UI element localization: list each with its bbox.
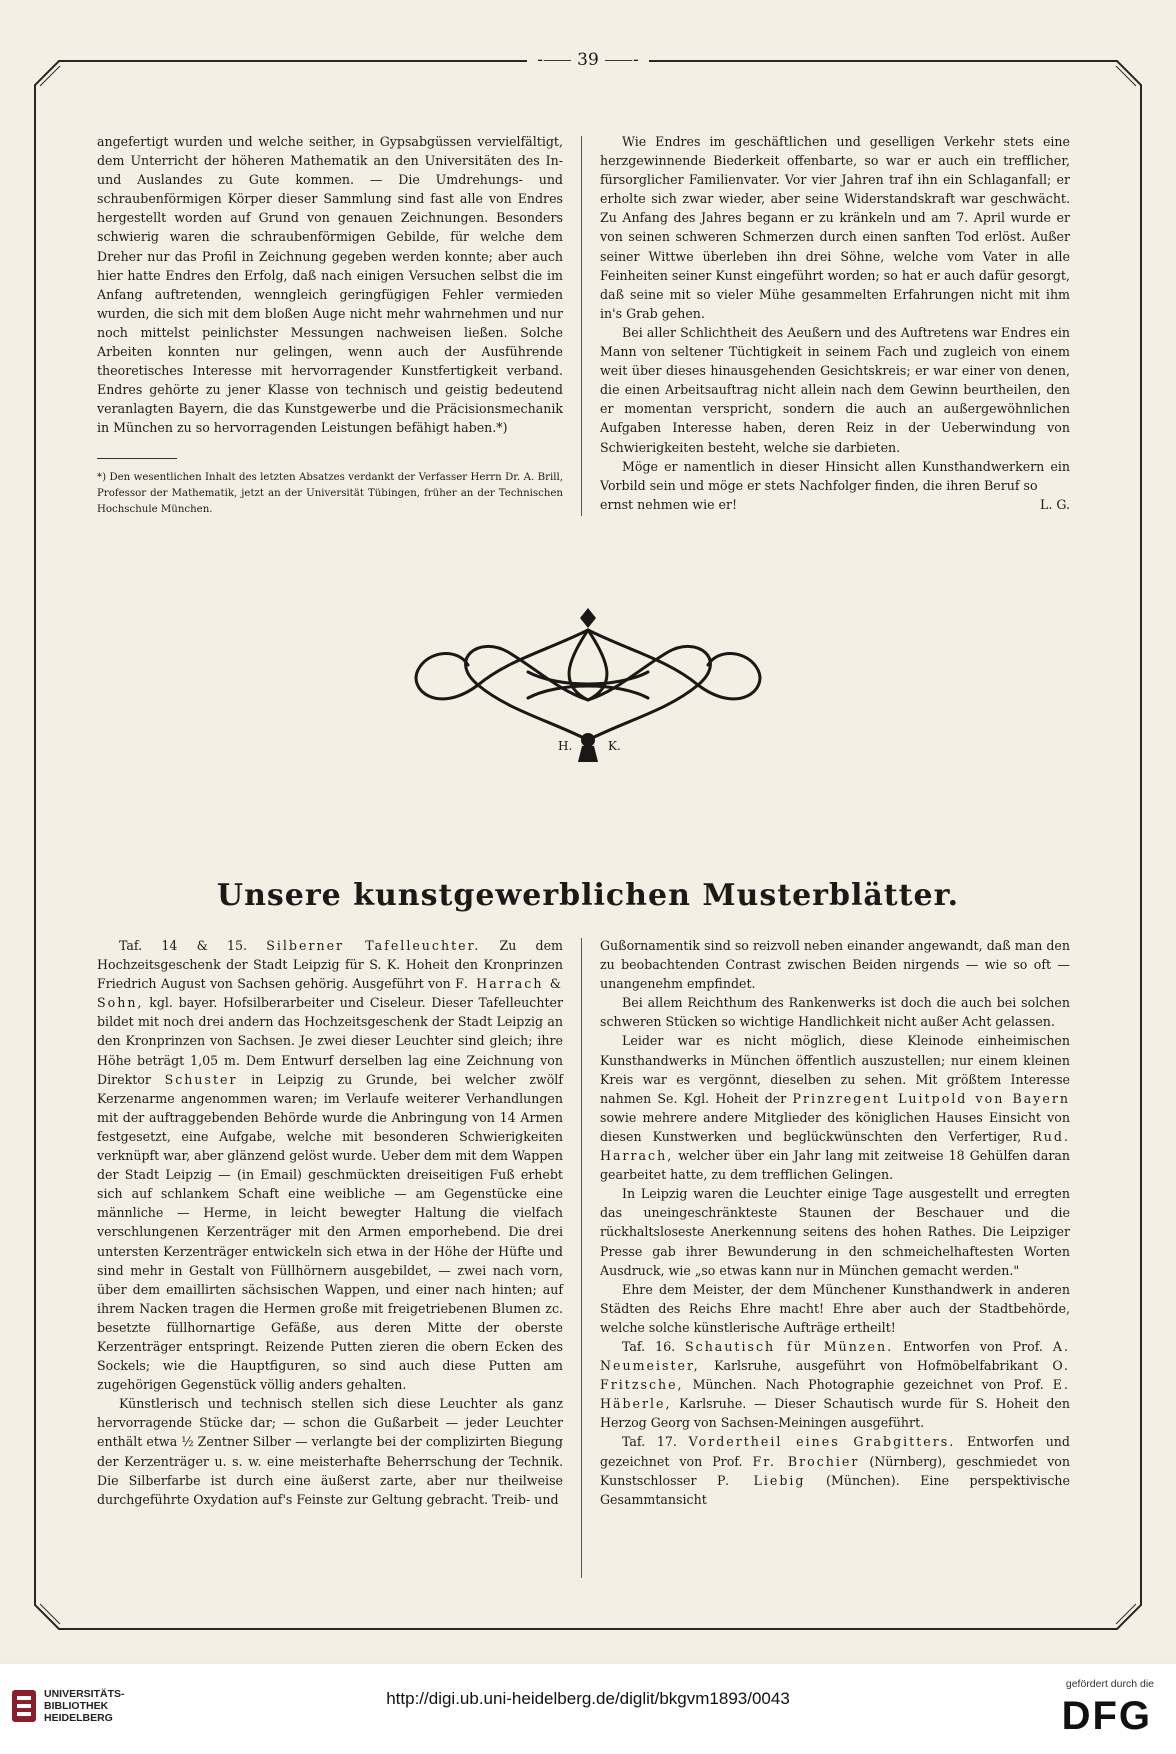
- paragraph: Ehre dem Meister, der dem Münchener Kunsthandwerk in anderen Städten des Reichs Ehre macht! Ehre aber auch der Stadtbehörde, welche solche künstlerische Aufträge ertheilt!: [600, 1281, 1070, 1335]
- bottom-left-column: [97, 936, 563, 1509]
- text-run: (Nürnberg), geschmiedet von Kunstschlosser: [600, 1453, 1070, 1488]
- author-signature: L. G.: [1040, 496, 1070, 512]
- text-run: in Leipzig zu Grunde, bei welcher zwölf Kerzenarme angenommen waren; im Verlaufe weiterer Verhandlungen mit der auftraggebenden Behörde wurde die Anbringung von 14 Armen festgesetzt, eine Aufgabe, welche mit besonderen Schwierigkeiten verknüpft war, aber glänzend gelöst wurde. Ueber dem mit dem Wappen der Stadt Leipzig — (in Email) geschmückten dreiseitigen Fuß erhebt sich auf schlankem Schaft eine weibliche — am Gegenstücke eine männliche — Herme, in leicht bewegter Haltung die vielfach verschlungenen Kerzenträger mit den Armen emporhebend. Die drei untersten Kerzenträger entwickeln sich etwa in der Höhe der Hüfte und sind mehr in Gestalt von Füllhörnern ausgebildet, — zwei nach vorn, über dem emaillirten sächsischen Wappen, und einer nach hinten; auf ihrem Nacken tragen die Hermen große mit freigetriebenen Blumen zc. besetzte füllhornartige Gefäße, aus deren Mitte der oberste Kerzenträger entspringt. Reizende Putten zieren die obern Ecken des Sockels; wie die Hauptfiguren, so sind auch diese Putten am zugehörigen Gegenstück völlig anders gehalten.: [97, 1071, 563, 1393]
- paragraph: [600, 1031, 1070, 1184]
- text-run: (München). Eine perspektivische Gesammtansicht: [600, 1472, 1070, 1507]
- institution-line: HEIDELBERG: [44, 1712, 113, 1724]
- institution-line: BIBLIOTHEK: [44, 1700, 109, 1712]
- maker-name: Rud. Harrach,: [600, 1128, 1070, 1164]
- section-title: Unsere kunstgewerblichen Musterblätter.: [216, 878, 960, 913]
- plate-number: Taf. 16.: [622, 1338, 676, 1354]
- paragraph: Wie Endres im geschäftlichen und geselligen Verkehr stets eine herzgewinnende Biederkeit offenbarte, so war er auch ein trefflicher, fürsorglicher Familienvater. Vor vier Jahren traf ihn ein Schlaganfall; er erholte sich zwar wieder, aber seine Widerstandskraft war geschwächt. Zu Anfang des Jahres begann er zu kränkeln und am 7. April wurde er von seinen schweren Schmerzen durch einen sanften Tod erlöst. Außer seiner Wittwe überleben ihn drei Söhne, welche vom Vater in alle Feinheiten seiner Kunst eingeführt worden; so hat er auch dafür gesorgt, daß seine mit so vieler Mühe gesammelten Erfahrungen nicht mit ihm in's Grab gehen.: [600, 134, 1070, 321]
- paragraph: [97, 936, 563, 1394]
- viewer-footer: [0, 1664, 1176, 1754]
- text-run: welcher über ein Jahr lang mit zeitweise 18 Gehülfen daran gearbeitet hatte, zu dem trefflichen Gelingen.: [600, 1148, 1070, 1183]
- column-divider: [581, 938, 582, 1578]
- page-number: -⸺ 39 ⸺-: [0, 45, 1176, 70]
- text-run: sowie mehrere andere Mitglieder des königlichen Hauses Einsicht von diesen Kunstwerken und beglückwünschten den Verfertiger,: [600, 1109, 1070, 1144]
- paragraph: In Leipzig waren die Leuchter einige Tage ausgestellt und erregten das uneingeschränkteste Staunen der Beschauer und die rückhaltsloseste Anerkennung seitens des hohen Rathes. Die Leipziger Presse gab ihrer Bewunderung in den schmeichelhaftesten Worten Ausdruck, wie „so etwas kann nur in München gemacht werden.": [600, 1186, 1070, 1278]
- director-name: Schuster: [164, 1071, 238, 1087]
- dfg-logo: DFG: [1061, 1694, 1152, 1738]
- maker-name: O. Fritzsche,: [600, 1358, 1070, 1393]
- paragraph: [600, 1337, 1070, 1432]
- plate-title: Silberner Tafelleuchter.: [266, 938, 481, 953]
- bottom-right-column: [600, 936, 1070, 1509]
- page-number-value: 39: [577, 50, 599, 70]
- paragraph: Gußornamentik sind so reizvoll neben einander angewandt, daß man den zu beobachtenden Contrast zwischen Beiden nirgends — wie so oft — unangenehm empfindet.: [600, 938, 1070, 992]
- calligraphic-ornament: [398, 590, 778, 780]
- paragraph: Bei allem Reichthum des Rankenwerks ist doch die auch bei solchen schweren Stücken so wichtige Handlichkeit nicht außer Acht gelassen.: [600, 995, 1070, 1030]
- drawer-name: E. Häberle,: [600, 1377, 1070, 1412]
- footnote: *) Den wesentlichen Inhalt des letzten Absatzes verdankt der Verfasser Herrn Dr. A. Brill, Professor der Mathematik, jetzt an der Universität Tübingen, früher an der Technischen Hochschule München.: [97, 472, 563, 516]
- plate-title: Vordertheil eines Grabgitters.: [688, 1434, 956, 1450]
- text-run: Karlsruhe, ausgeführt von Hofmöbelfabrikant: [714, 1358, 1038, 1374]
- maker-name: F. Harrach & Sohn,: [97, 976, 563, 1011]
- footnote-rule: [97, 458, 177, 459]
- top-left-column: [97, 132, 563, 438]
- paragraph: Künstlerisch und technisch stellen sich diese Leuchter als ganz hervorragende Stücke dar; — schon die Gußarbeit — jeder Leuchter enthält etwa ½ Zentner Silber — verlangte bei der complizirten Biegung der Kerzenträger u. s. w. eine meisterhafte Beherrschung der Technik. Die Silberfarbe ist durch eine äußerst zarte, aber nur theilweise durchgeführte Oxydation auf's Feinste zur Geltung gebracht. Treib- und: [97, 1396, 563, 1507]
- text-run: München. Nach Photographie gezeichnet von Prof.: [692, 1377, 1044, 1393]
- regent-name: Prinzregent Luitpold von Bayern: [792, 1090, 1070, 1106]
- text-run: kgl. bayer. Hofsilberarbeiter und Ciseleur. Dieser Tafelleuchter bildet mit noch drei andern das Hochzeitsgeschenk der Stadt Leipzig an den Kronprinzen von Sachsen. Je zwei dieser Leuchter sind gleich; ihre Höhe beträgt 1,05 m. Dem Entwurf derselben lag eine Zeichnung von Direktor: [97, 995, 563, 1087]
- closing-text: ernst nehmen wie er!: [600, 496, 738, 512]
- monogram-left: H.: [558, 739, 573, 753]
- text-run: Karlsruhe. — Dieser Schautisch wurde für S. Hoheit den Herzog Georg von Sachsen-Meiningen ausgeführt.: [600, 1396, 1070, 1431]
- paragraph: Bei aller Schlichtheit des Aeußern und des Auftretens war Endres ein Mann von seltener Tüchtigkeit in seinem Fach und zugleich von einem weit über dieses hinausgehenden Gesichtskreis; er war einer von denen, die einen Arbeitsauftrag nicht allein nach dem Gewinn beurtheilen, den er momentan verspricht, sondern die auch an außergewöhnlichen Aufgaben Interesse haben, deren Reiz in der Ueberwindung von Schwierigkeiten besteht, welche sie darbieten.: [600, 324, 1070, 455]
- permalink-url[interactable]: http://digi.ub.uni-heidelberg.de/diglit/bkgvm1893/0043: [386, 1689, 790, 1708]
- sponsor-note: gefördert durch die: [1065, 1678, 1154, 1690]
- text-run: Leider war es nicht möglich, diese Kleinode einheimischen Kunsthandwerks in München öffentlich auszustellen; nur einem kleinen Kreis war es vergönnt, dieselben zu sehen. Mit größtem Interesse nahmen Se. Kgl. Hoheit der: [600, 1033, 1070, 1106]
- maker-name: P. Liebig: [717, 1472, 806, 1488]
- closing-line: [600, 495, 1070, 514]
- paragraph: Möge er namentlich in dieser Hinsicht allen Kunsthandwerkern ein Vorbild sein und möge er stets Nachfolger finden, die ihren Beruf so: [600, 458, 1070, 493]
- designer-name: Fr. Brochier: [752, 1453, 860, 1469]
- monogram-right: K.: [608, 739, 621, 753]
- text-run: Entworfen von Prof.: [903, 1338, 1043, 1354]
- column-divider: [581, 136, 582, 516]
- plate-title: Schautisch für Münzen.: [685, 1338, 894, 1354]
- paragraph: angefertigt wurden und welche seither, in Gypsabgüssen vervielfältigt, dem Unterricht der höheren Mathematik an den Universitäten des In- und Auslandes zu Gute kommen. — Die Umdrehungs- und schraubenförmigen Körper dieser Sammlung sind fast alle von Endres hergestellt worden auf Grund von genauen Zeichnungen. Besonders schwierig waren die schraubenförmigen Gebilde, für welche dem Dreher nur das Profil in Zeichnung gegeben werden konnte; aber auch hier hatte Endres den Erfolg, daß nach einigen Versuchen selbst die im Anfang auftretenden, wenngleich geringfügigen Fehler vermieden wurden, die sich mit dem bloßen Auge nicht mehr wahrnehmen und nur noch mittelst peinlichster Messungen nachweisen ließen. Solche Arbeiten konnten nur gelingen, wenn auch der Ausführende theoretisches Interesse mit hervorragender Kunstfertigkeit verband. Endres gehörte zu jener Klasse von technisch und geistig bedeutend veranlagten Bayern, die das Kunstgewerbe und die Präcisionsmechanik in München zu so hervorragenden Leistungen befähigt haben.*): [97, 134, 563, 436]
- plate-number: Taf. 17.: [622, 1434, 677, 1450]
- designer-name: A. Neumeister,: [600, 1338, 1070, 1374]
- paragraph: [600, 1432, 1070, 1508]
- plate-number: Taf. 14 & 15.: [119, 938, 248, 953]
- text-run: Zu dem Hochzeitsgeschenk der Stadt Leipzig für S. K. Hoheit den Kronprinzen Friedrich August von Sachsen gehörig. Ausgeführt von: [97, 938, 563, 992]
- text-run: Entworfen und gezeichnet von Prof.: [600, 1434, 1070, 1469]
- institution-line: UNIVERSITÄTS-: [44, 1688, 125, 1700]
- top-right-column: [600, 132, 1070, 514]
